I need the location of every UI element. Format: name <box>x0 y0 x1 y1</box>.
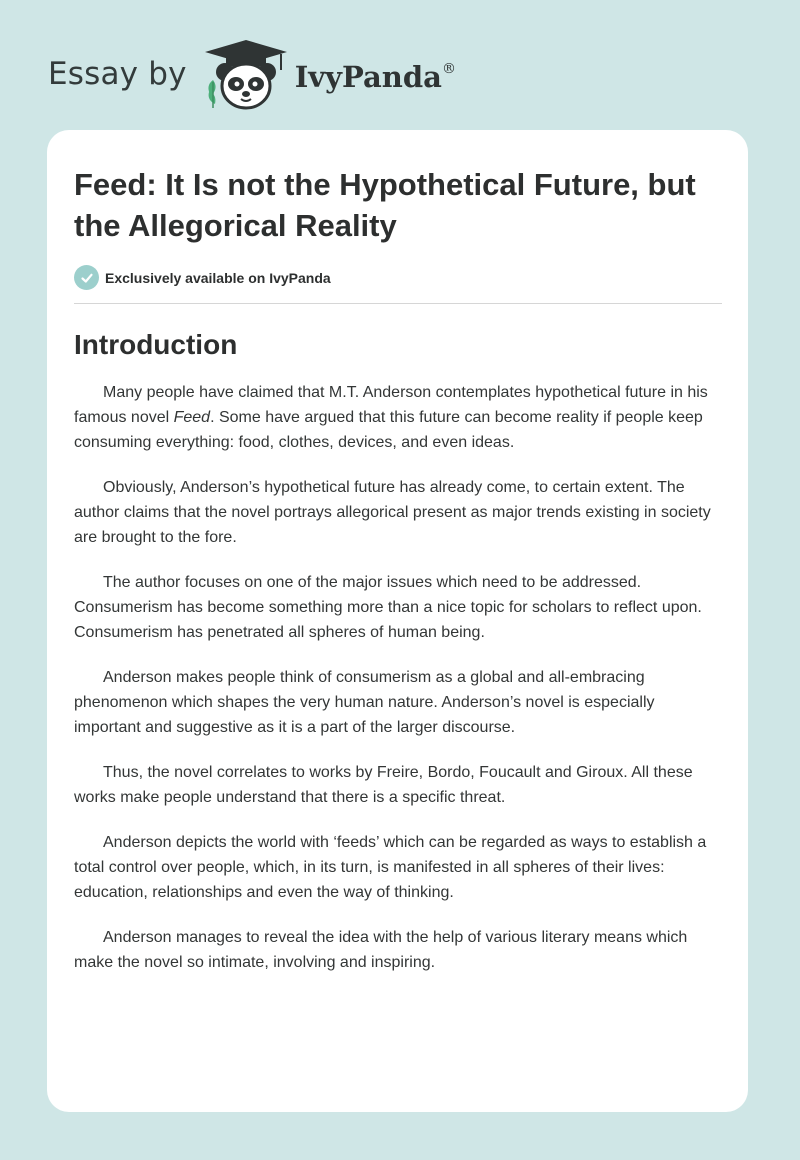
panda-graduate-icon <box>201 34 291 114</box>
brand-name[interactable]: IvyPanda® <box>294 60 456 94</box>
paragraph: Anderson makes people think of consumerism as a global and all-embracing phenomenon which shapes the very human nature. Anderson’s novel is especially important and suggestive as it is a part of the larger discourse. <box>74 669 655 736</box>
page-title: Feed: It Is not the Hypothetical Future, but the Allegorical Reality <box>74 167 696 243</box>
badge-label: Exclusively available on IvyPanda <box>105 269 331 286</box>
paragraph: Thus, the novel correlates to works by Freire, Bordo, Foucault and Giroux. All these works make people understand that there is a specific threat. <box>74 764 693 806</box>
divider <box>74 303 722 304</box>
exclusive-badge <box>74 265 722 290</box>
site-header <box>48 34 456 114</box>
paragraph: Anderson manages to reveal the idea with the help of various literary means which make the novel so intimate, involving and inspiring. <box>74 929 688 971</box>
paragraph: The author focuses on one of the major issues which need to be addressed. Consumerism has become something more than a nice topic for scholars to reflect upon. Consumerism has penetrated all spheres of human being. <box>74 574 702 641</box>
section-heading: Introduction <box>74 329 238 360</box>
essay-card <box>47 130 748 1112</box>
registered-mark: ® <box>441 61 456 77</box>
paragraph: Obviously, Anderson’s hypothetical future has already come, to certain extent. The author claims that the novel portrays allegorical present as major trends existing in society are brought to the fore. <box>74 479 711 546</box>
paragraph: Anderson depicts the world with ‘feeds’ which can be regarded as ways to establish a total control over people, which, in its turn, is manifested in all spheres of their lives: education, relationships and even the way of thinking. <box>74 834 707 901</box>
check-icon <box>74 265 99 290</box>
book-title: Feed <box>173 409 211 426</box>
essay-body <box>74 380 722 975</box>
essay-by-label: Essay by <box>48 56 187 92</box>
paragraph: Many people have claimed that M.T. Anderson contemplates hypothetical future in his famous novel Feed. Some have argued that this future can become reality if people keep consuming everything: food, clothes, devices, and even ideas. <box>74 384 708 451</box>
